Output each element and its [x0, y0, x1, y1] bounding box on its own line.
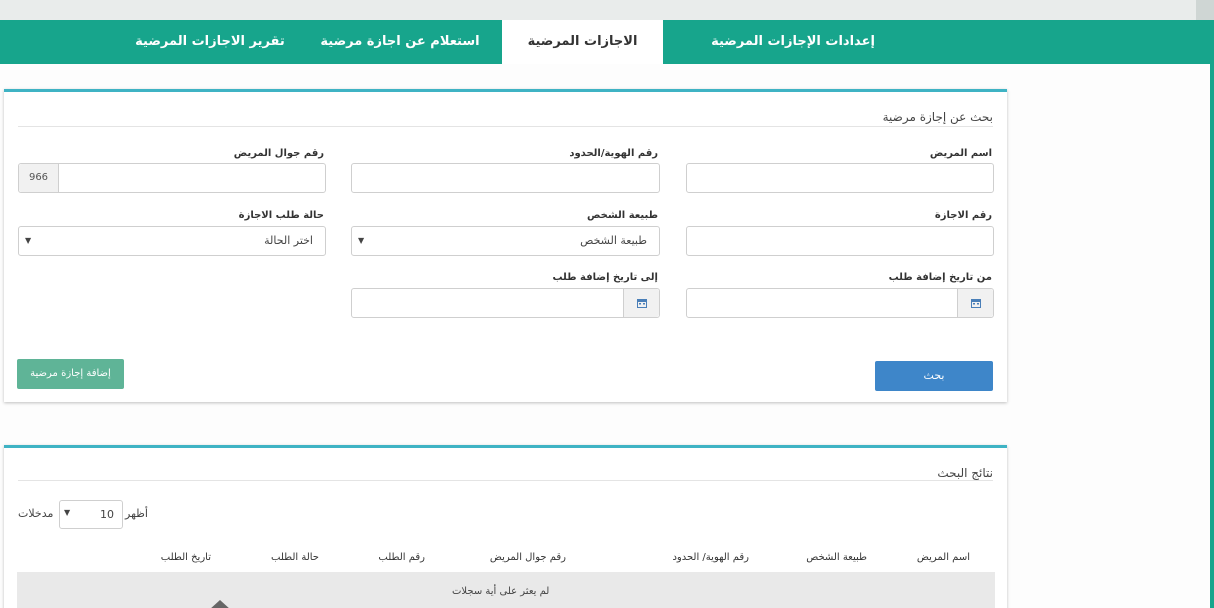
chevron-down-icon: ▼: [25, 236, 32, 245]
browser-top-strip: [0, 0, 1214, 20]
tab-sick-leave-settings[interactable]: إعدادات الإجازات المرضية: [711, 34, 875, 49]
page-size-select[interactable]: [59, 500, 123, 529]
results-panel: [4, 445, 1007, 608]
mobile-input[interactable]: [18, 163, 326, 193]
request-status-label: حالة طلب الاجازة: [238, 210, 324, 221]
to-date-input[interactable]: [351, 288, 660, 318]
chevron-down-icon: ▼: [358, 236, 365, 245]
empty-results-row: [17, 572, 995, 608]
id-number-label: رقم الهوية/الحدود: [569, 148, 658, 159]
search-panel-divider: [18, 126, 993, 127]
top-strip-edge: [1196, 0, 1214, 20]
column-header-id-number[interactable]: رقم الهوية/ الحدود: [672, 552, 749, 563]
country-code-prefix: 966: [19, 164, 59, 192]
tab-bar: [0, 20, 1214, 64]
results-panel-divider: [18, 480, 993, 481]
tab-sick-leave-inquiry[interactable]: استعلام عن اجازة مرضية: [320, 34, 480, 49]
chevron-down-icon: ▼: [64, 508, 71, 517]
calendar-icon: [637, 298, 647, 308]
search-button[interactable]: بحث: [875, 361, 993, 391]
request-status-select[interactable]: [18, 226, 326, 256]
patient-name-label: اسم المريض: [929, 148, 992, 159]
tab-sick-leaves[interactable]: الاجازات المرضية: [502, 20, 663, 64]
leave-number-label: رقم الاجازة: [934, 210, 992, 221]
column-header-request-number[interactable]: رقم الطلب: [378, 552, 425, 563]
request-status-selected: اختر الحالة: [264, 234, 313, 247]
page-size-value: 10: [100, 508, 114, 521]
tab-sick-leave-report[interactable]: تقرير الاجازات المرضية: [135, 34, 285, 49]
from-date-input[interactable]: [686, 288, 994, 318]
entries-label: مدخلات: [18, 507, 54, 520]
column-header-mobile[interactable]: رقم جوال المريض: [489, 552, 566, 563]
patient-name-input[interactable]: [686, 163, 994, 193]
page-size-control: [18, 500, 158, 530]
from-date-calendar-button[interactable]: [957, 289, 993, 317]
to-date-label: إلى تاريخ إضافة طلب: [552, 272, 658, 283]
person-type-select[interactable]: [351, 226, 660, 256]
leave-number-input[interactable]: [686, 226, 994, 256]
column-header-person-type[interactable]: طبيعة الشخص: [806, 552, 867, 563]
to-date-calendar-button[interactable]: [623, 289, 659, 317]
mobile-label: رقم جوال المريض: [233, 148, 324, 159]
show-label: أظهر: [125, 507, 148, 520]
search-panel: [4, 89, 1007, 402]
column-header-request-date[interactable]: تاريخ الطلب: [160, 552, 211, 563]
add-sick-leave-button[interactable]: إضافة إجازة مرضية: [17, 359, 124, 389]
right-edge-bar: [1210, 64, 1214, 608]
empty-message: لم يعثر على أية سجلات: [452, 586, 550, 597]
from-date-label: من تاريخ إضافة طلب: [888, 272, 992, 283]
sort-arrow-icon: [209, 600, 231, 608]
column-header-patient-name[interactable]: اسم المريض: [916, 552, 970, 563]
column-header-request-status[interactable]: حالة الطلب: [271, 552, 319, 563]
person-type-selected: طبيعة الشخص: [580, 234, 647, 247]
id-number-input[interactable]: [351, 163, 660, 193]
calendar-icon: [971, 298, 981, 308]
results-panel-title: نتائج البحث: [937, 466, 993, 480]
search-panel-title: بحث عن إجازة مرضية: [882, 110, 993, 124]
person-type-label: طبيعة الشخص: [587, 210, 658, 221]
